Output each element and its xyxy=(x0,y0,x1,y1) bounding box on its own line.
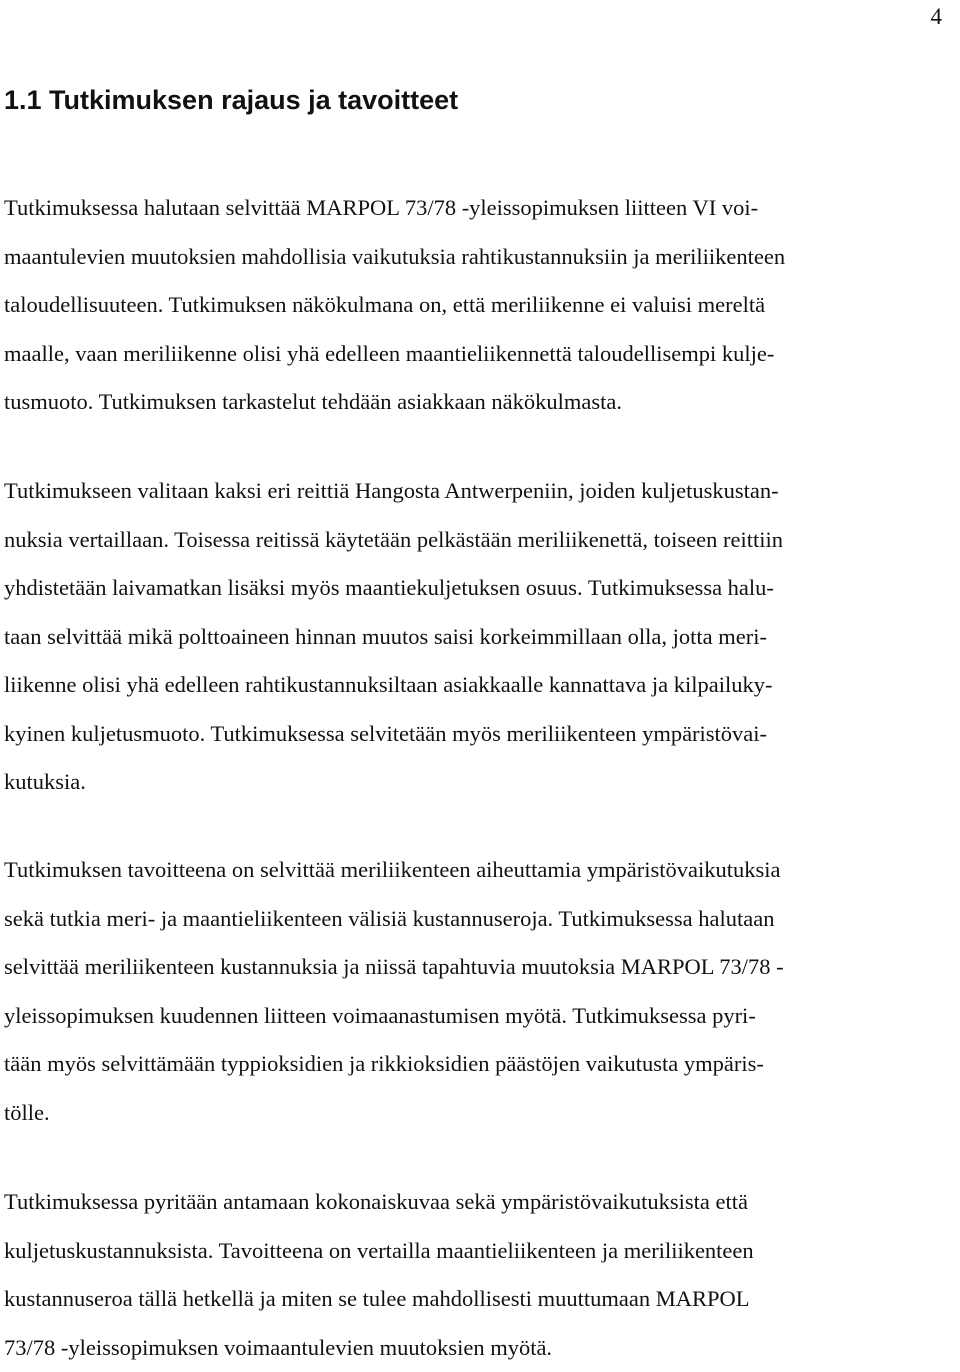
text-line: maalle, vaan meriliikenne olisi yhä edelleen maantieliikennettä taloudellisempi kulje- xyxy=(4,330,956,379)
text-line: nuksia vertaillaan. Toisessa reitissä käytetään pelkästään meriliikenettä, toiseen reittiin xyxy=(4,516,956,565)
text-line: taloudellisuuteen. Tutkimuksen näkökulmana on, että meriliikenne ei valuisi mereltä xyxy=(4,281,956,330)
section-heading: 1.1 Tutkimuksen rajaus ja tavoitteet xyxy=(4,80,458,120)
page-number: 4 xyxy=(931,2,943,32)
text-line: kutuksia. xyxy=(4,758,956,807)
text-line: sekä tutkia meri- ja maantieliikenteen välisiä kustannuseroja. Tutkimuksessa halutaan xyxy=(4,895,956,944)
text-line: Tutkimuksessa halutaan selvittää MARPOL 73/78 -yleissopimuksen liitteen VI voi- xyxy=(4,184,956,233)
text-line: Tutkimuksessa pyritään antamaan kokonaiskuvaa sekä ympäristövaikutuksista että xyxy=(4,1178,956,1227)
paragraph-2 xyxy=(4,467,956,807)
text-line: selvittää meriliikenteen kustannuksia ja niissä tapahtuvia muutoksia MARPOL 73/78 - xyxy=(4,943,956,992)
paragraph-1 xyxy=(4,184,956,427)
text-line: tusmuoto. Tutkimuksen tarkastelut tehdään asiakkaan näkökulmasta. xyxy=(4,378,956,427)
text-line: tölle. xyxy=(4,1089,956,1138)
text-line: yhdistetään laivamatkan lisäksi myös maantiekuljetuksen osuus. Tutkimuksessa halu- xyxy=(4,564,956,613)
text-line: kyinen kuljetusmuoto. Tutkimuksessa selvitetään myös meriliikenteen ympäristövai- xyxy=(4,710,956,759)
paragraph-3 xyxy=(4,846,956,1137)
text-line: Tutkimukseen valitaan kaksi eri reittiä Hangosta Antwerpeniin, joiden kuljetuskustan- xyxy=(4,467,956,516)
text-line: maantulevien muutoksien mahdollisia vaikutuksia rahtikustannuksiin ja meriliikenteen xyxy=(4,233,956,282)
text-line: kustannuseroa tällä hetkellä ja miten se tulee mahdollisesti muuttumaan MARPOL xyxy=(4,1275,956,1324)
text-line: liikenne olisi yhä edelleen rahtikustannuksiltaan asiakkaalle kannattava ja kilpailuky- xyxy=(4,661,956,710)
text-line: taan selvittää mikä polttoaineen hinnan muutos saisi korkeimmillaan olla, jotta meri- xyxy=(4,613,956,662)
text-line: yleissopimuksen kuudennen liitteen voimaanastumisen myötä. Tutkimuksessa pyri- xyxy=(4,992,956,1041)
paragraph-4 xyxy=(4,1178,956,1372)
text-line: 73/78 -yleissopimuksen voimaantulevien muutoksien myötä. xyxy=(4,1324,956,1372)
text-line: tään myös selvittämään typpioksidien ja rikkioksidien päästöjen vaikutusta ympäris- xyxy=(4,1040,956,1089)
text-line: Tutkimuksen tavoitteena on selvittää meriliikenteen aiheuttamia ympäristövaikutuksia xyxy=(4,846,956,895)
text-line: kuljetuskustannuksista. Tavoitteena on vertailla maantieliikenteen ja meriliikenteen xyxy=(4,1227,956,1276)
